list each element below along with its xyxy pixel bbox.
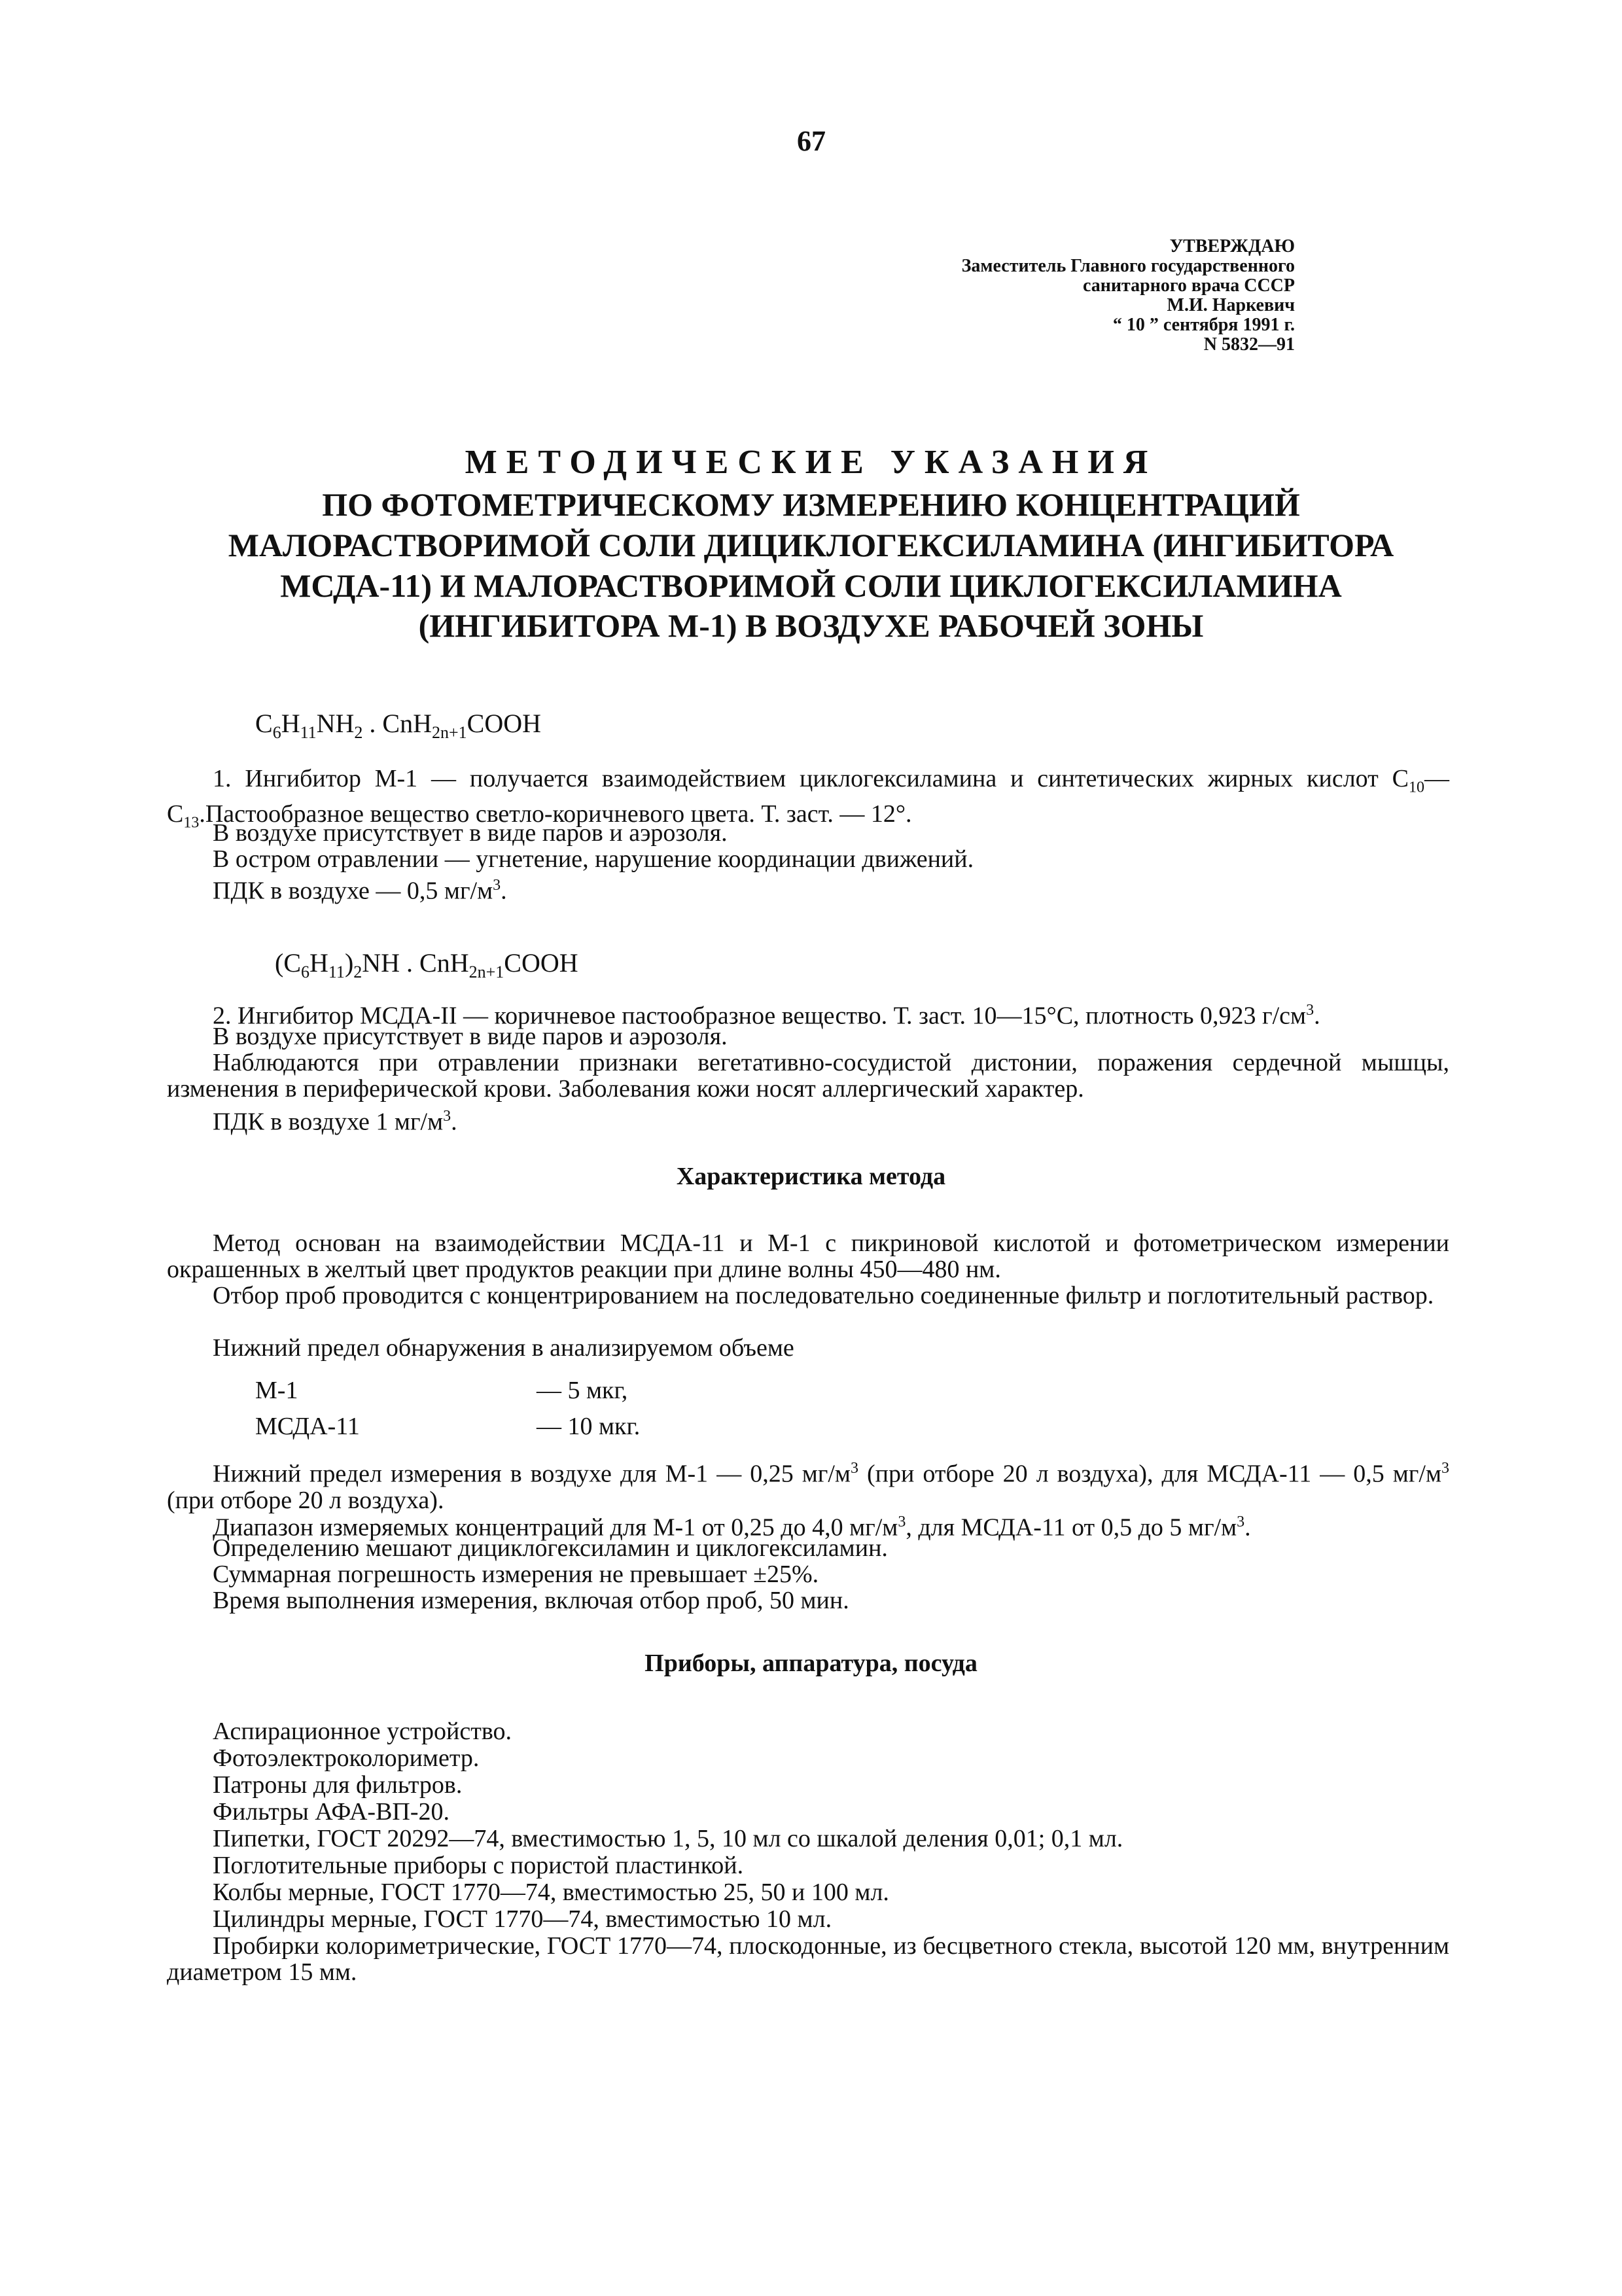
list-item: Фильтры АФА-ВП-20.: [213, 1798, 450, 1826]
list-item: Пипетки, ГОСТ 20292—74, вместимостью 1, 5, 10 мл со шкалой деления 0,01; 0,1 мл.: [213, 1825, 1123, 1852]
approval-position-line2: санитарного врача СССР: [1083, 275, 1295, 296]
msda-presence: В воздухе присутствует в виде паров и аэрозоля.: [213, 1023, 728, 1050]
detection-m1-value: — 5 мкг,: [537, 1377, 628, 1404]
m1-description: 1. Ингибитор М-1 — получается взаимодействием циклогексиламина и синтетических жирных кислот $C_{10}—C_{13}.Пастообразное$ вещество светло-коричневого цвета. Т. заст. — 12°.: [167, 765, 1449, 832]
document-title-line1: МЕТОДИЧЕСКИЕ УКАЗАНИЯ: [465, 444, 1157, 481]
document-title-line4: МСДА-11) И МАЛОРАСТВОРИМОЙ СОЛИ ЦИКЛОГЕКСИЛАМИНА: [280, 567, 1342, 604]
method-sampling: Отбор проб проводится с концентрированием на последовательно соединенные фильтр и поглотительный раствор.: [213, 1282, 1434, 1309]
list-item: Цилиндры мерные, ГОСТ 1770—74, вместимостью 10 мл.: [213, 1905, 832, 1933]
list-item: Поглотительные приборы с пористой пластинкой.: [213, 1852, 744, 1879]
method-principle: Метод основан на взаимодействии МСДА-11 и М-1 с пикриновой кислотой и фотометрическом измерении окрашенных в желтый цвет продуктов реакции при длине волны 450—480 нм.: [167, 1229, 1449, 1283]
approval-date: “ 10 ” сентября 1991 г.: [1112, 315, 1295, 335]
m1-mac: ПДК в воздухе — 0,5 $мг/м^3$.: [213, 877, 507, 905]
measurement-limit: Нижний предел измерения в воздухе для М-1 — 0,25 $мг/м^3$ (при отборе 20 л воздуха), для МСДА-11 — 0,5 $мг/м^3$ (при отборе 20 л воздуха).: [167, 1460, 1449, 1514]
detection-limit-intro: Нижний предел обнаружения в анализируемом объеме: [213, 1334, 794, 1362]
approval-title: УТВЕРЖДАЮ: [1169, 236, 1295, 256]
approval-position-line1: Заместитель Главного государственного: [961, 256, 1295, 276]
msda-symptoms: Наблюдаются при отравлении признаки вегетативно-сосудистой дистонии, поражения сердечной мышцы, изменения в периферической крови. Заболевания кожи носят аллергический характер.: [167, 1049, 1449, 1103]
detection-msda-value: — 10 мкг.: [537, 1413, 641, 1440]
list-item: Аспирационное устройство.: [213, 1718, 512, 1745]
equipment-list: [213, 1718, 1123, 1933]
equipment-test-tubes: Пробирки колориметрические, ГОСТ 1770—74, плоскодонные, из бесцветного стекла, высотой 120 мм, внутренним диаметром 15 мм.: [167, 1932, 1449, 1986]
approval-name: М.И. Наркевич: [1167, 295, 1295, 315]
document-title-line5: (ИНГИБИТОРА М-1) В ВОЗДУХЕ РАБОЧЕЙ ЗОНЫ: [418, 607, 1204, 644]
msda-description: 2. Ингибитор МСДА-II — коричневое пастообразное вещество. Т. заст. 10—15°С, плотность 0,923 $г/см^3$.: [213, 1002, 1320, 1030]
detection-m1-label: М-1: [255, 1377, 298, 1404]
interferences: Определению мешают дициклогексиламин и циклогексиламин.: [213, 1534, 888, 1562]
document-title-line3: МАЛОРАСТВОРИМОЙ СОЛИ ДИЦИКЛОГЕКСИЛАМИНА (ИНГИБИТОРА: [228, 527, 1394, 563]
m1-presence: В воздухе присутствует в виде паров и аэрозоля.: [213, 819, 728, 847]
total-error: Суммарная погрешность измерения не превышает ±25%.: [213, 1561, 819, 1588]
detection-msda-label: МСДА-11: [255, 1413, 360, 1440]
measurement-range: Диапазон измеряемых концентраций для М-1 от 0,25 до 4,0 $мг/м^3$, для МСДА-11 от 0,5 до 5 $мг/м^3$.: [213, 1513, 1251, 1542]
m1-acute-poisoning: В остром отравлении — угнетение, нарушение координации движений.: [213, 845, 974, 873]
method-heading: Характеристика метода: [676, 1163, 946, 1190]
document-title-line2: ПО ФОТОМЕТРИЧЕСКОМУ ИЗМЕРЕНИЮ КОНЦЕНТРАЦИЙ: [322, 486, 1300, 523]
formula-m1: $C_6H_{11}NH_2$ . CnH$_{2n+1}$COOH: [255, 709, 541, 742]
formula-msda: $(C_6H_{11})_2NH$ . CnH$_{2n+1}$COOH: [275, 948, 578, 981]
list-item: Фотоэлектроколориметр.: [213, 1744, 480, 1772]
list-item: Патроны для фильтров.: [213, 1771, 463, 1799]
page-number: 67: [797, 125, 826, 157]
approval-number: N 5832—91: [1203, 334, 1295, 355]
execution-time: Время выполнения измерения, включая отбор проб, 50 мин.: [213, 1587, 849, 1614]
equipment-heading: Приборы, аппаратура, посуда: [644, 1650, 978, 1677]
list-item: Колбы мерные, ГОСТ 1770—74, вместимостью 25, 50 и 100 мл.: [213, 1879, 889, 1906]
msda-mac: ПДК в воздухе 1 $мг/м^3$.: [213, 1108, 457, 1136]
approval-block: [962, 237, 1295, 355]
